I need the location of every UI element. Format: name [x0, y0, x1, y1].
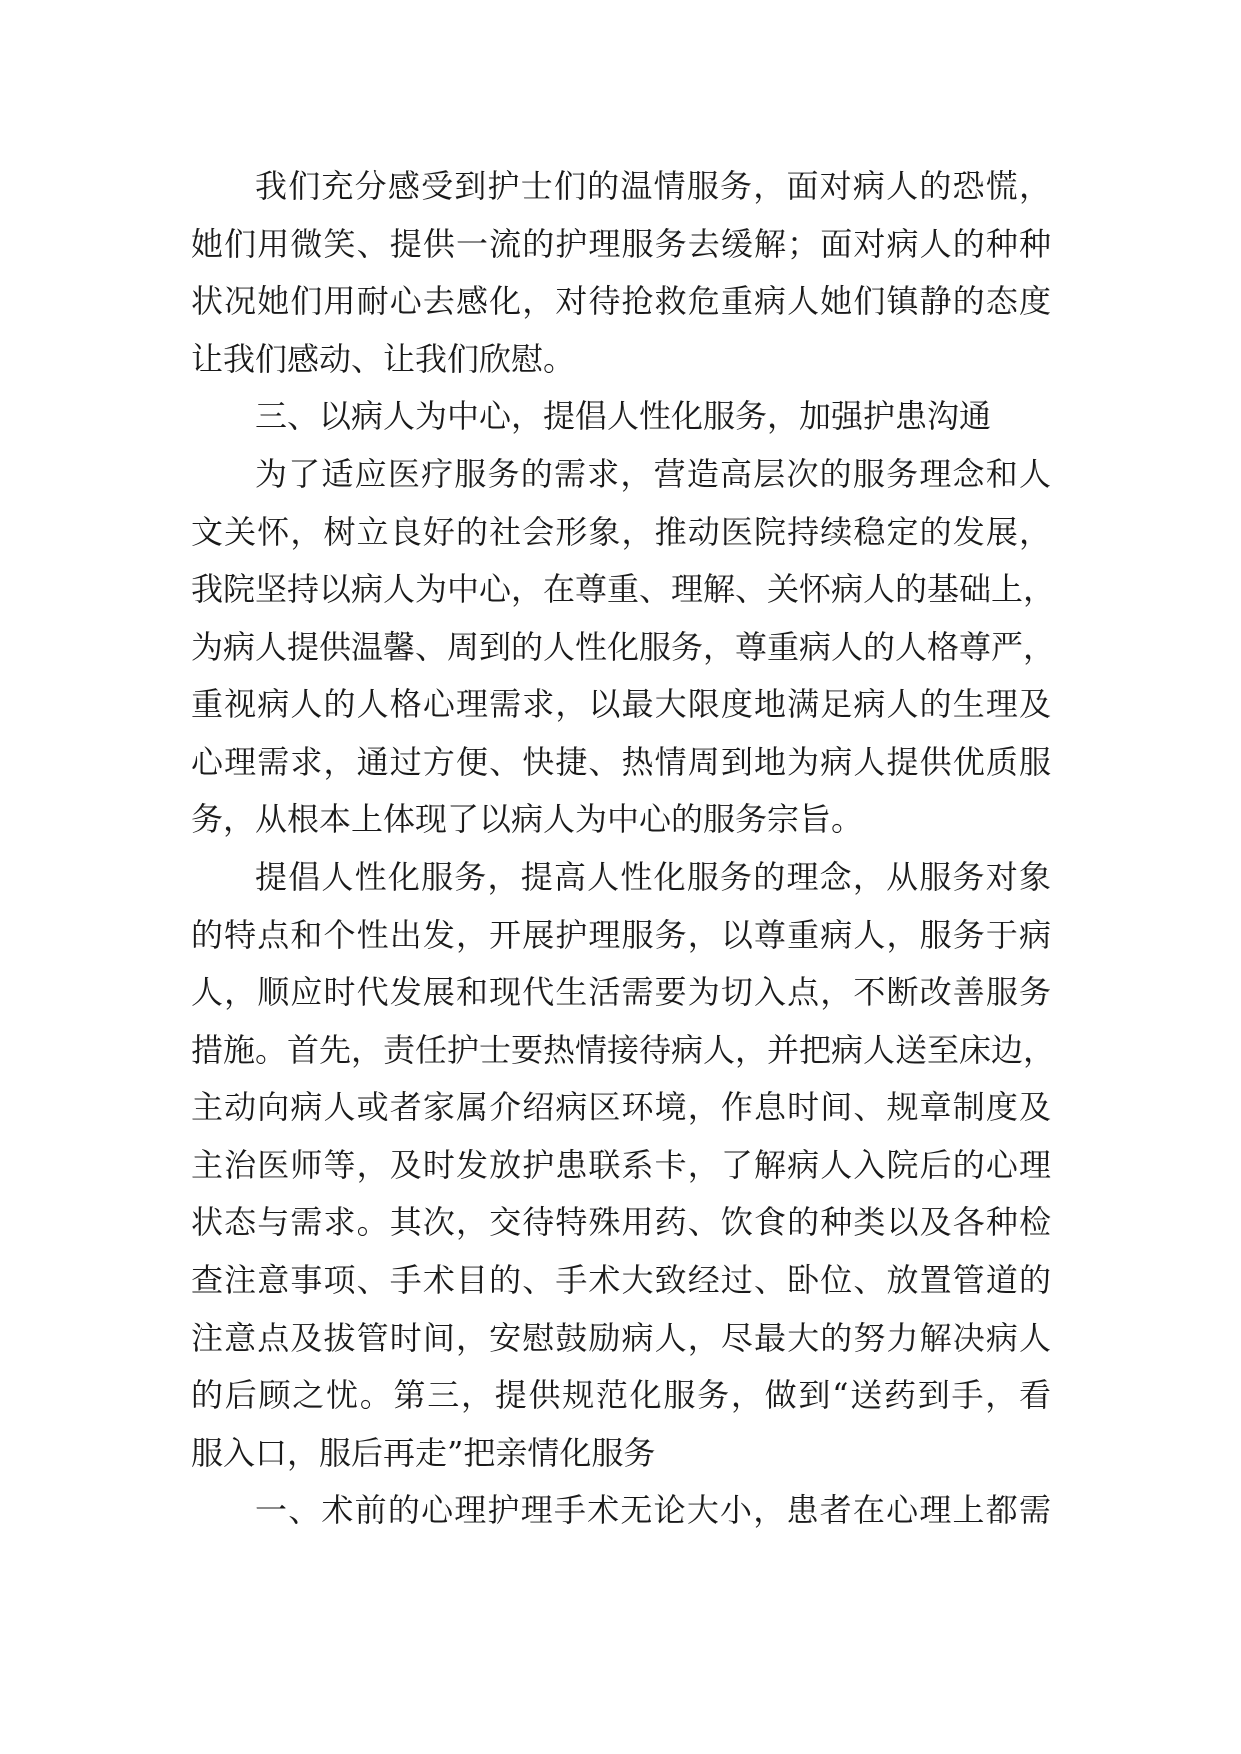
text-line: 为了适应医疗服务的需求，营造高层次的服务理念和人 — [255, 455, 1051, 493]
text-line: 措施。首先，责任护士要热情接待病人，并把病人送至床边， — [191, 1031, 1056, 1069]
text-line: 文关怀，树立良好的社会形象，推动医院持续稳定的发展， — [191, 513, 1051, 551]
text-line: 查注意事项、手术目的、手术大致经过、卧位、放置管道的 — [191, 1261, 1051, 1299]
text-line: 状况她们用耐心去感化，对待抢救危重病人她们镇静的态度 — [191, 282, 1051, 320]
text-line: 注意点及拔管时间，安慰鼓励病人，尽最大的努力解决病人 — [191, 1319, 1051, 1357]
text-line: 心理需求，通过方便、快捷、热情周到地为病人提供优质服 — [191, 743, 1051, 781]
text-line: 我们充分感受到护士们的温情服务，面对病人的恐慌， — [255, 167, 1051, 205]
text-line: 状态与需求。其次，交待特殊用药、饮食的种类以及各种检 — [191, 1203, 1051, 1241]
text-line: 一、术前的心理护理手术无论大小，患者在心理上都需 — [255, 1491, 1051, 1529]
text-line: 我院坚持以病人为中心，在尊重、理解、关怀病人的基础上， — [191, 570, 1056, 608]
text-line: 人，顺应时代发展和现代生活需要为切入点，不断改善服务 — [191, 973, 1051, 1011]
text-line: 务，从根本上体现了以病人为中心的服务宗旨。 — [191, 800, 864, 838]
section-heading: 三、以病人为中心，提倡人性化服务，加强护患沟通 — [255, 397, 992, 435]
text-line: 的后顾之忧。第三，提供规范化服务，做到“送药到手，看 — [191, 1376, 1051, 1414]
text-line: 提倡人性化服务，提高人性化服务的理念，从服务对象 — [255, 858, 1051, 896]
text-line: 主治医师等，及时发放护患联系卡，了解病人入院后的心理 — [191, 1146, 1051, 1184]
text-line: 让我们感动、让我们欣慰。 — [191, 340, 576, 378]
text-line: 主动向病人或者家属介绍病区环境，作息时间、规章制度及 — [191, 1088, 1051, 1126]
text-line: 重视病人的人格心理需求，以最大限度地满足病人的生理及 — [191, 685, 1051, 723]
text-line: 服入口，服后再走”把亲情化服务 — [191, 1434, 656, 1472]
text-line: 为病人提供温馨、周到的人性化服务，尊重病人的人格尊严， — [191, 628, 1056, 666]
text-line: 她们用微笑、提供一流的护理服务去缓解；面对病人的种种 — [191, 225, 1051, 263]
text-line: 的特点和个性出发，开展护理服务，以尊重病人，服务于病 — [191, 916, 1051, 954]
